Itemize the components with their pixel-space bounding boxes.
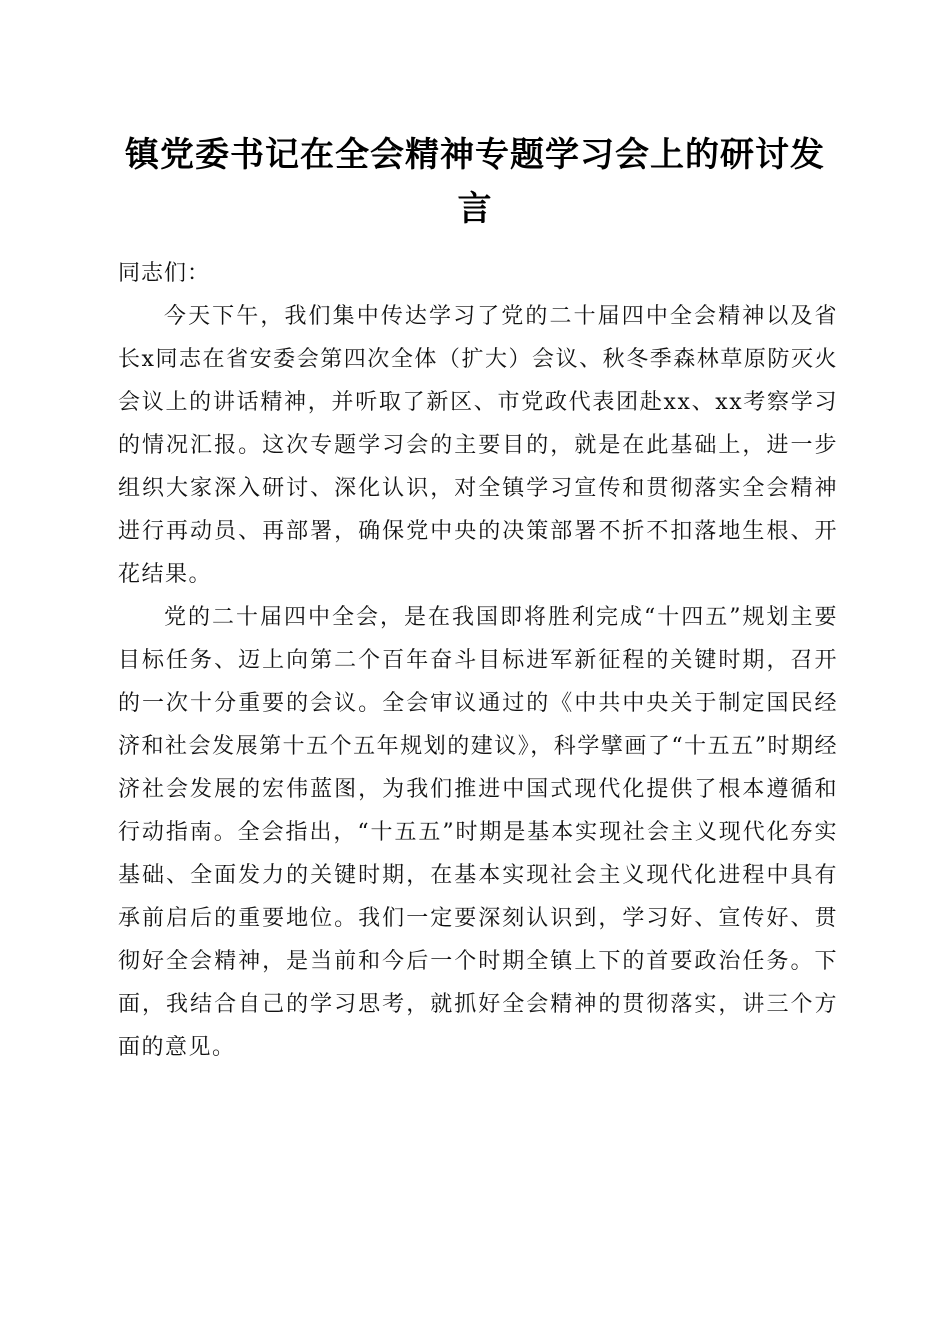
document-title: 镇党委书记在全会精神专题学习会上的研讨发言: [125, 135, 825, 229]
salutation: 同志们：: [118, 261, 211, 286]
paragraph: 今天下午，我们集中传达学习了党的二十届四中全会精神以及省长x同志在省安委会第四次全体（扩大）会议、秋冬季森林草原防灭火会议上的讲话精神，并听取了新区、市党政代表团赴xx、xx考察学习的情况汇报。这次专题学习会的主要目的，就是在此基础上，进一步组织大家深入研讨、深化认识，对全镇学习宣传和贯彻落实全会精神进行再动员、再部署，确保党中央的决策部署不折不扣落地生根、开花结果。: [118, 304, 838, 587]
document-body: [118, 252, 838, 1069]
paragraph: 党的二十届四中全会，是在我国即将胜利完成“十四五”规划主要目标任务、迈上向第二个百年奋斗目标进军新征程的关键时期，召开的一次十分重要的会议。全会审议通过的《中共中央关于制定国民经济和社会发展第十五个五年规划的建议》，科学擘画了“十五五”时期经济社会发展的宏伟蓝图，为我们推进中国式现代化提供了根本遵循和行动指南。全会指出，“十五五”时期是基本实现社会主义现代化夯实基础、全面发力的关键时期，在基本实现社会主义现代化进程中具有承前启后的重要地位。我们一定要深刻认识到，学习好、宣传好、贯彻好全会精神，是当前和今后一个时期全镇上下的首要政治任务。下面，我结合自己的学习思考，就抓好全会精神的贯彻落实，讲三个方面的意见。: [118, 605, 838, 1060]
